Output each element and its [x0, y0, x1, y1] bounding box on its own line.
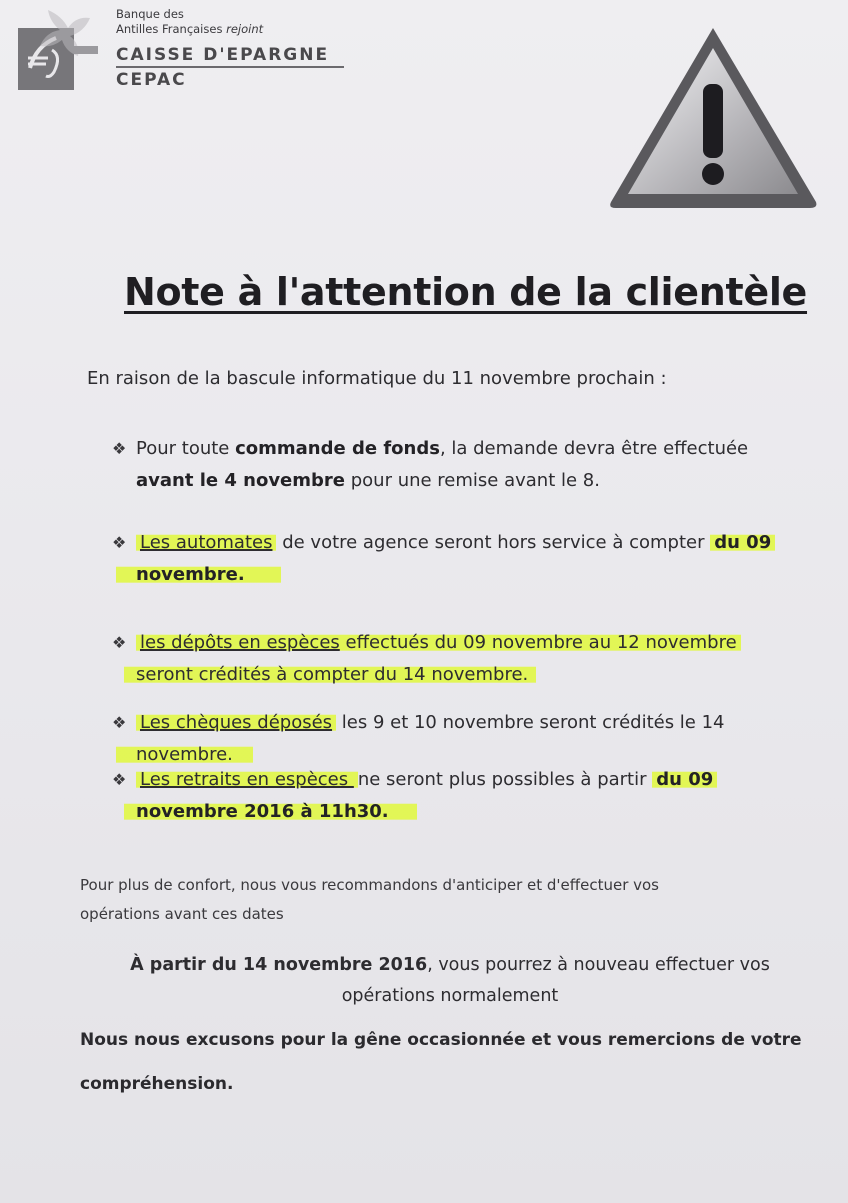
recommendation-note: Pour plus de confort, nous vous recommandons d'anticiper et d'effectuer vos opérations avant ces dates	[80, 876, 659, 923]
diamond-bullet-icon: ❖	[112, 533, 127, 552]
intro-text: En raison de la bascule informatique du 11 novembre prochain :	[87, 368, 667, 389]
bank-announcement: Banque des Antilles Françaises rejoint	[116, 7, 264, 36]
bank-subname: CEPAC	[116, 70, 187, 90]
closing-statement: Nous nous excusons pour la gêne occasionnée et vous remercions de votre compréhension.	[80, 1030, 802, 1094]
list-item: ❖ Les chèques déposés les 9 et 10 novembre seront crédités le 14 novembre.	[136, 707, 725, 771]
warning-triangle-icon	[604, 22, 822, 212]
list-item: ❖ Les automates de votre agence seront hors service à compter du 09 novembre.	[136, 527, 775, 591]
list-item: ❖ Les retraits en espèces ne seront plus possibles à partir du 09 novembre 2016 à 11h30.	[136, 764, 717, 828]
bank-name: CAISSE D'EPARGNE	[116, 45, 344, 68]
caisse-epargne-logo-icon	[18, 10, 98, 90]
list-item: ❖ Pour toute commande de fonds, la demande devra être effectuée avant le 4 novembre pour une remise avant le 8.	[136, 433, 748, 497]
page-title: Note à l'attention de la clientèle	[124, 270, 808, 314]
diamond-bullet-icon: ❖	[112, 770, 127, 789]
diamond-bullet-icon: ❖	[112, 713, 127, 732]
diamond-bullet-icon: ❖	[112, 439, 127, 458]
resume-notice: À partir du 14 novembre 2016, vous pourrez à nouveau effectuer vos opérations normalement	[130, 955, 770, 1006]
diamond-bullet-icon: ❖	[112, 633, 127, 652]
list-item: ❖ les dépôts en espèces effectués du 09 novembre au 12 novembre seront crédités à compter du 14 novembre.	[136, 627, 741, 691]
